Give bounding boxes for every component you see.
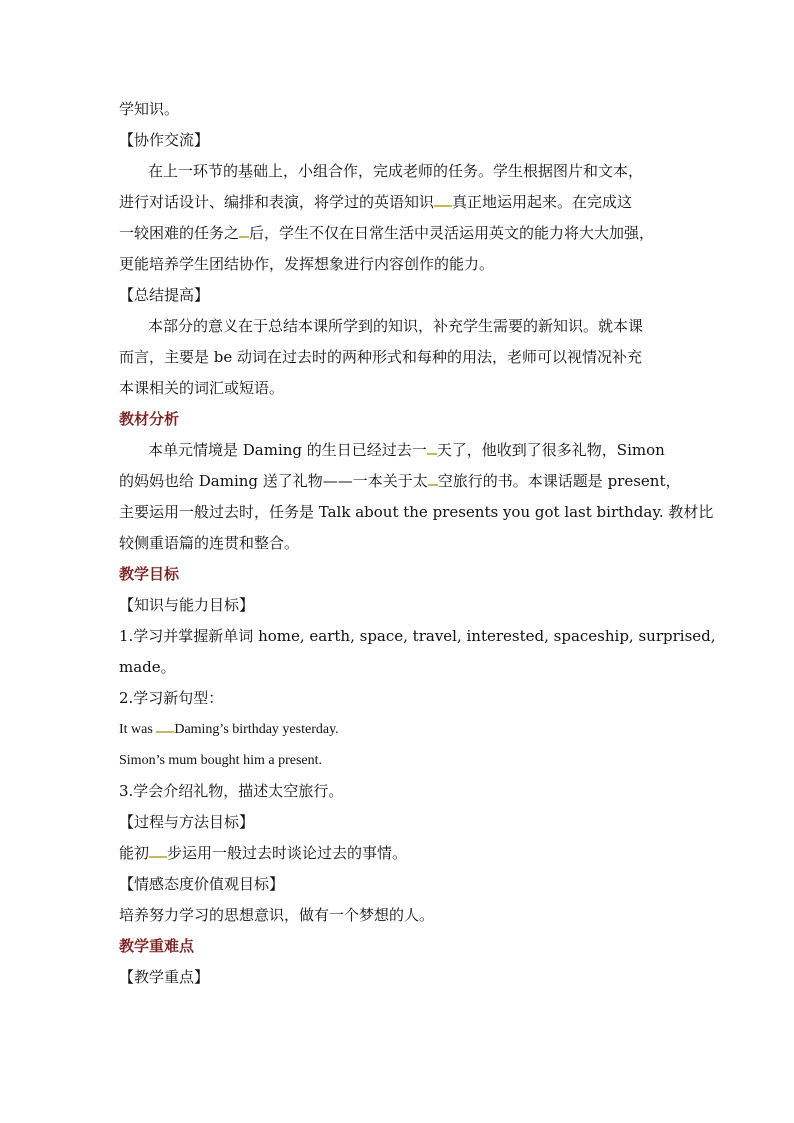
underline-mark [427, 439, 437, 455]
text-span: 真正地运用起来。在完成这 [452, 193, 633, 211]
sentence-pattern-line [119, 714, 689, 745]
paragraph-line: 2.学习新句型： [119, 689, 224, 707]
text-span: Daming’s birthday yesterday. [174, 722, 339, 737]
text-span: 的妈妈也给 Daming 送了礼物——一本关于太 [119, 472, 428, 490]
underline-mark [428, 470, 438, 486]
heading-teaching-objectives: 教学目标 [119, 565, 180, 583]
section-label-process: 【过程与方法目标】 [119, 813, 255, 831]
paragraph-line [119, 187, 689, 218]
text-span: 能初 [119, 844, 150, 862]
underline-mark [434, 191, 452, 207]
text-span: 进行对话设计、编排和表演，将学过的英语知识 [119, 193, 435, 211]
heading-textbook-analysis: 教材分析 [119, 410, 180, 428]
section-label-collaboration: 【协作交流】 [119, 131, 210, 149]
text-span: 后，学生不仅在日常生活中灵活运用英文的能力将大大加强， [249, 224, 655, 242]
underline-mark [156, 717, 174, 733]
paragraph-line: 更能培养学生团结协作，发挥想象进行内容创作的能力。 [119, 255, 495, 273]
paragraph-line: 较侧重语篇的连贯和整合。 [119, 534, 300, 552]
paragraph-line [119, 435, 689, 466]
section-label-summary: 【总结提高】 [119, 286, 210, 304]
underline-mark [239, 222, 249, 238]
paragraph-line: 培养努力学习的思想意识，做有一个梦想的人。 [119, 906, 435, 924]
heading-key-difficult-points: 教学重难点 [119, 937, 195, 955]
text-span: 步运用一般过去时谈论过去的事情。 [167, 844, 408, 862]
text-span: 天了，他收到了很多礼物，Simon [436, 441, 665, 459]
section-label-knowledge: 【知识与能力目标】 [119, 596, 255, 614]
paragraph-line: 在上一环节的基础上，小组合作，完成老师的任务。学生根据图片和文本， [148, 162, 644, 180]
paragraph-line: 本课相关的词汇或短语。 [119, 379, 285, 397]
paragraph-line: made。 [119, 658, 176, 676]
paragraph-line: 而言，主要是 be 动词在过去时的两种形式和每种的用法，老师可以视情况补充 [119, 348, 643, 366]
paragraph-line: 学知识。 [119, 100, 180, 118]
paragraph-line: 本部分的意义在于总结本课所学到的知识，补充学生需要的新知识。就本课 [148, 317, 644, 335]
underline-mark [149, 842, 167, 858]
section-label-key-points: 【教学重点】 [119, 968, 210, 986]
text-span: It was [119, 722, 157, 737]
text-span: 本单元情境是 Daming 的生日已经过去一 [148, 441, 427, 459]
paragraph-line [119, 838, 689, 869]
document-page [119, 94, 716, 993]
paragraph-line [119, 466, 689, 497]
paragraph-line: 1.学习并掌握新单词 home, earth, space, travel, interested, spaceship, surprised, [119, 627, 716, 645]
paragraph-line [119, 218, 689, 249]
text-span: 一较困难的任务之 [119, 224, 240, 242]
sentence-pattern-line: Simon’s mum bought him a present. [119, 753, 322, 768]
section-label-emotion: 【情感态度价值观目标】 [119, 875, 285, 893]
paragraph-line: 3.学会介绍礼物，描述太空旅行。 [119, 782, 344, 800]
paragraph-line: 主要运用一般过去时，任务是 Talk about the presents you got last birthday. 教材比 [119, 503, 714, 521]
text-span: 空旅行的书。本课话题是 present， [437, 472, 681, 490]
